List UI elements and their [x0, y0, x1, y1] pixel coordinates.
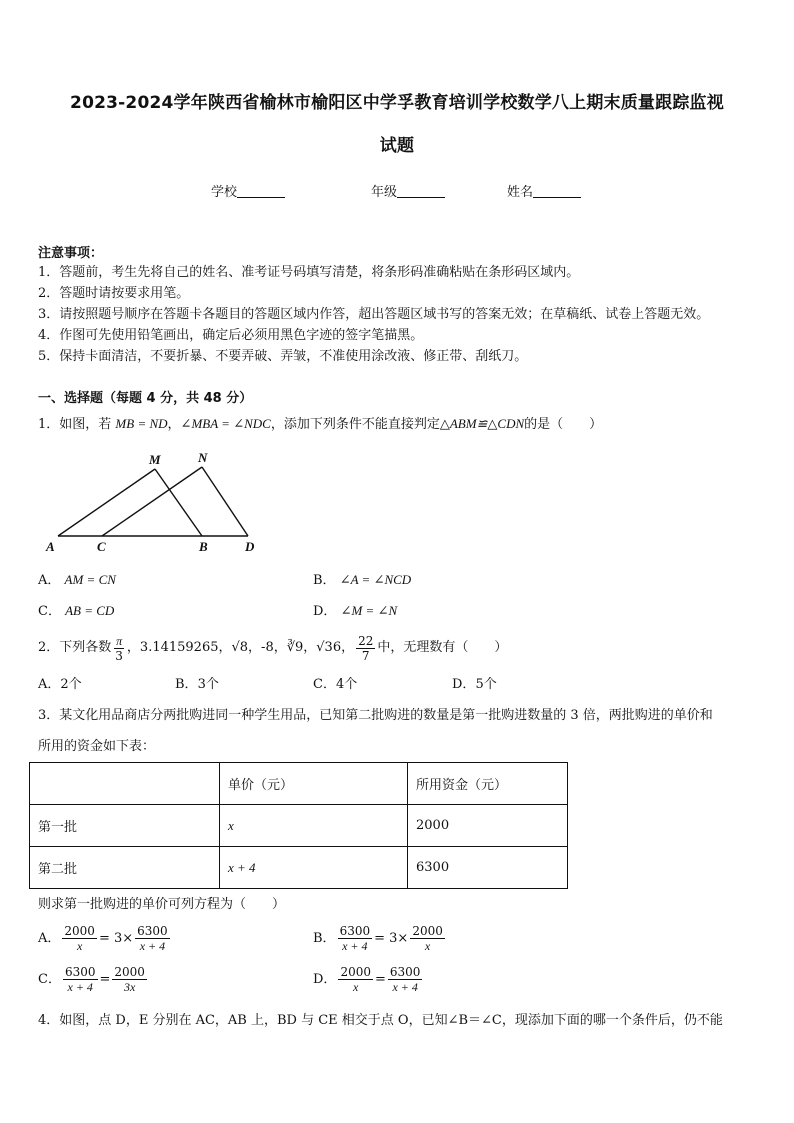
fraction-denominator: x + 4 — [342, 939, 368, 953]
fraction-denominator: x + 4 — [139, 939, 166, 953]
page-title: 2023-2024学年陕西省榆林市榆阳区中学孚教育培训学校数学八上期末质量跟踪监视 — [70, 93, 724, 113]
fraction-denominator: x — [77, 939, 83, 953]
operator: = 3× — [98, 930, 134, 946]
option-key: A． — [38, 573, 61, 588]
operator: = 3× — [374, 930, 409, 946]
fraction-numerator: π — [116, 633, 123, 648]
option-text: 2个 — [60, 677, 82, 692]
fraction-denominator: x + 4 — [392, 980, 418, 994]
operator: = — [374, 971, 386, 987]
note-item: 2．答题时请按要求用笔。 — [38, 286, 190, 301]
grade-blank — [397, 185, 445, 198]
fraction — [338, 965, 373, 994]
page-title-line2: 试题 — [379, 136, 415, 156]
option-key: A． — [38, 930, 61, 946]
price-table — [29, 762, 568, 889]
q3-option-a — [38, 924, 172, 953]
question-4: 4．如图，点 D，E 分别在 AC，AB 上，BD 与 CE 相交于点 O，已知∠B＝∠C，现添加下面的哪一个条件后，仍不能 — [38, 1013, 723, 1028]
option-key: B． — [175, 677, 198, 692]
q1-mid: ，添加下列条件不能直接判定 — [270, 417, 440, 432]
table-cell: x + 4 — [220, 847, 408, 889]
notes-heading: 注意事项： — [38, 246, 104, 261]
fraction-numerator: 6300 — [339, 924, 371, 938]
table-header-cell: 单价（元） — [220, 763, 408, 805]
table-cell: 第二批 — [30, 847, 220, 889]
option-text: ∠A = ∠NCD — [339, 572, 412, 587]
q3-option-b — [313, 924, 447, 953]
segment-cn — [102, 467, 202, 536]
option-text: 5个 — [475, 677, 497, 692]
option-text: AB = CD — [65, 603, 115, 618]
note-item: 4．作图可先使用铅笔画出，确定后必须用黑色字迹的签字笔描黑。 — [38, 328, 424, 343]
option-key: C． — [38, 971, 61, 987]
q1-suffix: 的是（ ） — [524, 417, 603, 432]
note-item: 1．答题前，考生先将自己的姓名、准考证号码填写清楚，将条形码准确粘贴在条形码区域内。 — [38, 265, 580, 280]
q1-option-d — [313, 603, 397, 620]
option-key: B． — [313, 930, 336, 946]
q3-option-d — [313, 965, 424, 994]
option-key: A． — [38, 677, 61, 692]
table-header-cell: 所用资金（元） — [408, 763, 568, 805]
table-cell: 第一批 — [30, 805, 220, 847]
label-d: D — [245, 539, 255, 554]
option-key: C． — [38, 604, 61, 619]
fraction-numerator: 2000 — [64, 924, 95, 938]
table-cell: x — [220, 805, 408, 847]
table-row — [30, 847, 568, 889]
q2-list: ，3.14159265，√8，-8，∛9，√36， — [126, 640, 355, 655]
fraction-numerator: 6300 — [137, 924, 168, 938]
fraction-denominator: 7 — [361, 648, 370, 663]
note-item: 5．保持卡面清洁，不要折暴、不要弄破、弄皱，不准使用涂改液、修正带、刮纸刀。 — [38, 349, 528, 364]
option-key: D． — [452, 677, 476, 692]
label-m: M — [149, 452, 161, 467]
option-key: C． — [313, 677, 336, 692]
fraction — [388, 965, 423, 994]
fraction — [112, 965, 147, 994]
label-c: C — [97, 539, 106, 554]
q1-congruence: △ABM≌△CDN — [439, 416, 525, 431]
option-key: D． — [313, 604, 337, 619]
table-row — [30, 805, 568, 847]
q1-option-c — [38, 603, 114, 620]
q2-option-c — [313, 677, 357, 693]
fraction-denominator: 3x — [124, 980, 136, 994]
q1-prefix: 1．如图，若 — [38, 417, 112, 432]
q1-option-a — [38, 572, 116, 589]
fraction — [338, 924, 373, 953]
note-item: 3．请按照题号顺序在答题卡各题目的答题区域内作答，超出答题区域书写的答案无效；在草稿纸、试卷上答题无效。 — [38, 307, 710, 322]
q2-suffix: 中，无理数有（ ） — [377, 640, 508, 655]
fraction — [135, 924, 170, 953]
fraction-22-over-7 — [356, 634, 375, 663]
q1-sep: ， — [167, 417, 181, 432]
question-3-ask: 则求第一批购进的单价可列方程为（ ） — [38, 897, 286, 912]
option-text: ∠M = ∠N — [340, 603, 398, 618]
label-a: A — [46, 539, 55, 554]
name-label: 姓名 — [507, 185, 534, 200]
option-key: D． — [313, 971, 337, 987]
q3-option-c — [38, 965, 149, 994]
option-text: 4个 — [335, 677, 358, 692]
fraction-numerator: 2000 — [340, 965, 371, 979]
option-text: AM = CN — [64, 572, 116, 587]
section-heading: 一、选择题（每题 4 分，共 48 分） — [38, 391, 253, 406]
fraction-numerator: 6300 — [389, 965, 421, 979]
question-1 — [38, 416, 602, 433]
option-key: B． — [313, 573, 336, 588]
table-header-cell — [30, 763, 220, 805]
operator: = — [99, 971, 111, 987]
table-cell: 6300 — [408, 847, 568, 889]
fraction-numerator: 2000 — [412, 924, 443, 938]
q2-option-a — [38, 677, 82, 693]
q2-option-d — [452, 677, 497, 693]
q1-option-b — [313, 572, 411, 589]
q2-prefix: 2．下列各数 — [38, 640, 112, 655]
segment-mb — [155, 469, 202, 536]
name-blank — [533, 185, 581, 198]
fraction-numerator: 22 — [358, 633, 374, 648]
q1-condition-2: ∠MBA = ∠NDC — [180, 416, 271, 431]
fraction-numerator: 6300 — [64, 965, 96, 979]
q2-option-b — [175, 677, 219, 693]
option-text: 3个 — [197, 677, 219, 692]
name-field — [507, 181, 581, 200]
label-n: N — [198, 450, 208, 465]
table-header-row — [30, 763, 568, 805]
q1-condition-1: MB = ND — [115, 416, 168, 431]
table-cell: 2000 — [408, 805, 568, 847]
segment-am — [58, 469, 155, 536]
grade-field — [371, 181, 445, 200]
fraction — [410, 924, 445, 953]
label-b: B — [199, 539, 208, 554]
fraction-denominator: 3 — [115, 648, 123, 663]
school-field — [211, 181, 285, 200]
school-blank — [237, 185, 285, 198]
grade-label: 年级 — [371, 185, 398, 200]
fraction-denominator: x — [353, 980, 359, 994]
fraction-numerator: 2000 — [114, 965, 145, 979]
question-3-line1: 3．某文化用品商店分两批购进同一种学生用品，已知第二批购进的数量是第一批购进数量的 3 倍，两批购进的单价和 — [38, 708, 713, 723]
fraction — [63, 965, 98, 994]
question-2 — [38, 630, 507, 666]
question-3-line2: 所用的资金如下表： — [38, 739, 156, 754]
fraction-denominator: x — [424, 939, 431, 953]
segment-nd — [202, 467, 248, 536]
school-label: 学校 — [211, 185, 238, 200]
fraction-denominator: x + 4 — [67, 980, 93, 994]
fraction — [62, 924, 97, 953]
fraction-pi-over-3 — [113, 634, 125, 663]
q1-figure — [42, 450, 272, 560]
